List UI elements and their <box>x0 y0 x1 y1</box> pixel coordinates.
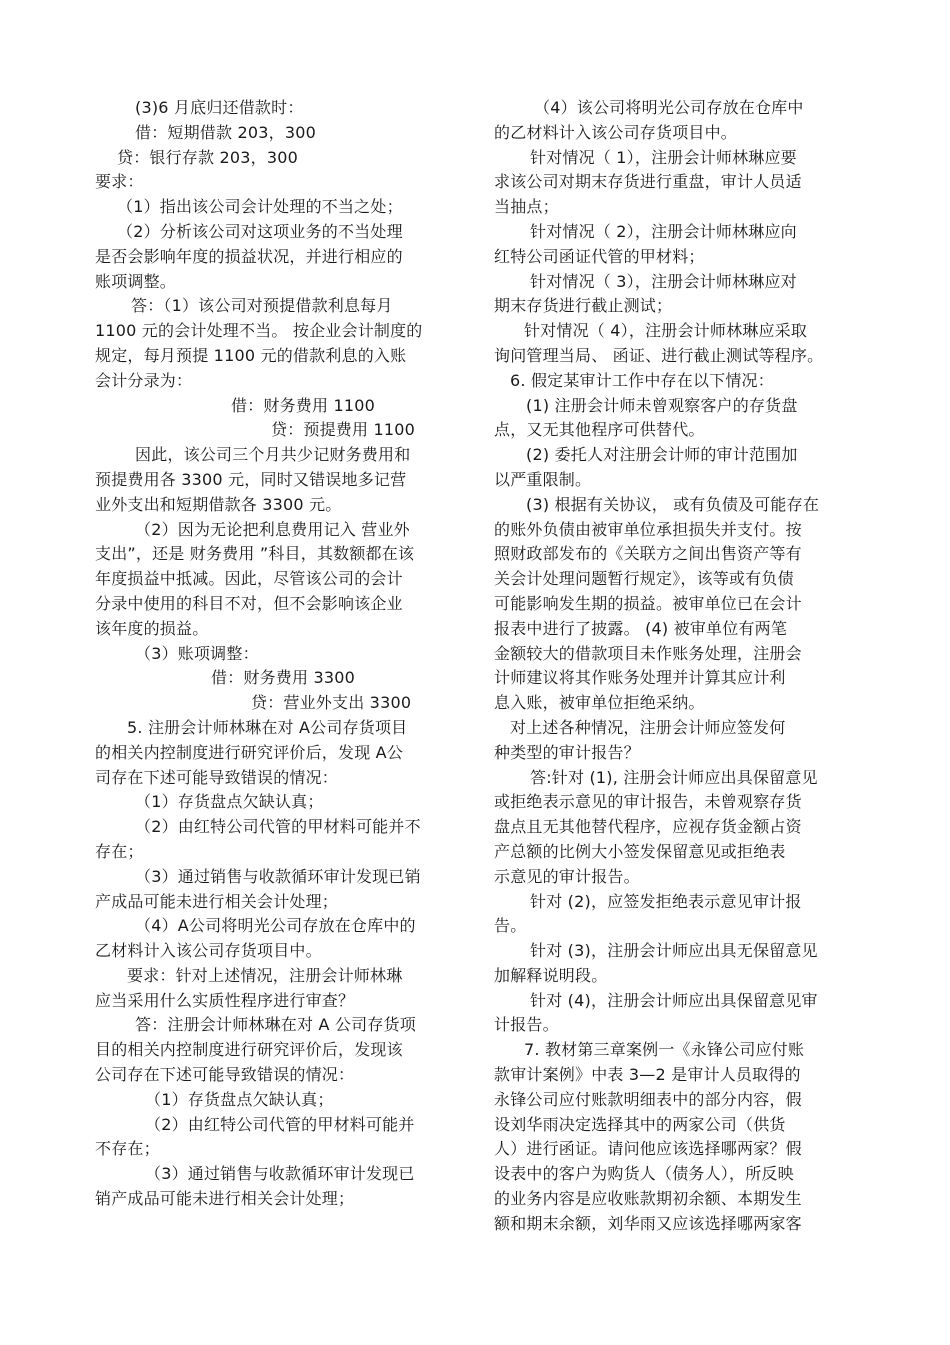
text-line: 加解释说明段。 <box>494 965 608 985</box>
text-line: 针对 (3)，注册会计师应出具无保留意见 <box>530 941 818 961</box>
text-line: 金额较大的借款项目未作账务处理，注册会 <box>494 643 802 663</box>
text-line: 永锋公司应付账款明细表中的部分内容，假 <box>494 1089 802 1109</box>
text-line: 针对 (4)，注册会计师应出具保留意见审 <box>530 990 818 1010</box>
text-line: 7. 教材第三章案例一《永锋公司应付账 <box>524 1040 805 1060</box>
text-line: （2）由红特公司代管的甲材料可能并 <box>145 1114 415 1134</box>
text-line: 告。 <box>494 916 527 936</box>
text-line: 示意见的审计报告。 <box>494 866 640 886</box>
text-line: 分录中使用的科目不对，但不会影响该企业 <box>95 593 403 613</box>
text-line: 计报告。 <box>494 1015 559 1035</box>
text-line: （1）存货盘点欠缺认真； <box>145 1089 334 1109</box>
text-line: 的账外负债由被审单位承担损失并支付。按 <box>494 519 802 539</box>
text-line: 是否会影响年度的损益状况，并进行相应的 <box>95 246 403 266</box>
text-line: 会计分录为： <box>95 370 193 390</box>
text-line: 针对情况（ 3），注册会计师林琳应对 <box>530 271 797 291</box>
text-line: 答：注册会计师林琳在对 A 公司存货项 <box>135 1015 416 1035</box>
text-line: 求该公司对期末存货进行重盘，审计人员适 <box>494 172 802 192</box>
text-line: 针对 (2)，应签发拒绝表示意见审计报 <box>530 891 802 911</box>
text-line: 或拒绝表示意见的审计报告，未曾观察存货 <box>494 792 802 812</box>
text-line: 询问管理当局、 函证、进行截止测试等程序。 <box>494 345 824 365</box>
text-line: 6. 假定某审计工作中存在以下情况： <box>510 370 774 390</box>
text-line: 的相关内控制度进行研究评价后，发现 A公 <box>95 742 404 762</box>
text-line: （4）该公司将明光公司存放在仓库中 <box>534 98 804 117</box>
text-line: 该年度的损益。 <box>95 618 209 638</box>
text-line: 1100 元的会计处理不当。 按企业会计制度的 <box>95 321 423 341</box>
text-line: 年度损益中抵减。因此，尽管该公司的会计 <box>95 569 403 589</box>
text-line: 贷：银行存款 203，300 <box>117 147 298 167</box>
text-line: 预提费用各 3300 元，同时又错误地多记营 <box>95 469 407 489</box>
text-line: 的业务内容是应收账款期初余额、本期发生 <box>494 1189 802 1209</box>
text-line: 可能影响发生期的损益。被审单位已在会计 <box>494 593 802 613</box>
text-line: 司存在下述可能导致错误的情况： <box>95 767 339 787</box>
text-line: 应当采用什么实质性程序进行审查？ <box>95 990 355 1010</box>
text-line: 计师建议将其作账务处理并计算其应计利 <box>494 668 786 688</box>
text-line: (3)6 月底归还借款时： <box>135 98 304 117</box>
text-line: 息入账，被审单位拒绝采纳。 <box>494 693 705 713</box>
text-line: 要求：针对上述情况，注册会计师林琳 <box>127 965 403 985</box>
text-line: 销产成品可能未进行相关会计处理； <box>95 1189 355 1209</box>
text-line: 贷：预提费用 1100 <box>271 420 416 440</box>
text-line: （2）因为无论把利息费用记入 营业外 <box>135 519 410 539</box>
text-line: （2）分析该公司对这项业务的不当处理 <box>117 221 403 241</box>
text-line: 针对情况（ 4），注册会计师林琳应采取 <box>524 321 808 341</box>
text-line: （3）账项调整： <box>135 643 259 663</box>
text-line: 种类型的审计报告？ <box>494 742 640 762</box>
text-line: 规定，每月预提 1100 元的借款利息的入账 <box>95 345 407 365</box>
text-line: 报表中进行了披露。 (4) 被审单位有两笔 <box>494 618 788 638</box>
text-line: （1）存货盘点欠缺认真； <box>135 792 324 812</box>
text-line: 当抽点； <box>494 197 559 217</box>
text-line: 不存在； <box>95 1139 160 1159</box>
text-line: 乙材料计入该公司存货项目中。 <box>95 941 322 961</box>
text-line: （3）通过销售与收款循环审计发现已 <box>145 1164 415 1184</box>
text-line: 针对情况（ 1），注册会计师林琳应要 <box>530 147 797 167</box>
text-line: 借：财务费用 3300 <box>211 668 356 688</box>
text-line: 贷：营业外支出 3300 <box>251 693 412 713</box>
text-line: 账项调整。 <box>95 271 177 291</box>
text-line: 产成品可能未进行相关会计处理； <box>95 891 339 911</box>
text-line: 5. 注册会计师林琳在对 A公司存货项目 <box>127 717 408 737</box>
text-line: (2) 委托人对注册会计师的审计范围加 <box>526 445 798 465</box>
right-column <box>494 96 860 1237</box>
text-line: 答:针对 (1), 注册会计师应出具保留意见 <box>530 767 818 787</box>
text-line: 针对情况（ 2），注册会计师林琳应向 <box>530 221 797 241</box>
text-line: 人）进行函证。请问他应该选择哪两家？假 <box>494 1139 802 1159</box>
text-line: 设表中的客户为购货人（债务人），所反映 <box>494 1164 794 1184</box>
text-line: 要求： <box>95 172 144 192</box>
text-line: 因此，该公司三个月共少记财务费用和 <box>135 445 411 465</box>
text-line: 产总额的比例大小签发保留意见或拒绝表 <box>494 841 786 861</box>
text-line: 盘点且无其他替代程序，应视存货金额占资 <box>494 817 802 837</box>
text-line: （2）由红特公司代管的甲材料可能并不 <box>135 817 421 837</box>
text-line: 公司存在下述可能导致错误的情况： <box>95 1065 355 1085</box>
text-line: 红特公司函证代管的甲材料； <box>494 246 705 266</box>
text-line: 答：（1）该公司对预提借款利息每月 <box>131 296 393 316</box>
text-line: （3）通过销售与收款循环审计发现已销 <box>135 866 421 886</box>
text-line: 款审计案例》中表 3—2 是审计人员取得的 <box>494 1065 801 1085</box>
text-line: 期末存货进行截止测试； <box>494 296 673 316</box>
text-line: 借：财务费用 1100 <box>231 395 376 415</box>
text-line: 点，又无其他程序可供替代。 <box>494 420 705 440</box>
text-line: 关会计处理问题暂行规定》，该等或有负债 <box>494 569 794 589</box>
text-line: 的乙材料计入该公司存货项目中。 <box>494 122 738 142</box>
text-line: 目的相关内控制度进行研究评价后，发现该 <box>95 1040 403 1060</box>
text-line: (1) 注册会计师未曾观察客户的存货盘 <box>526 395 798 415</box>
text-line: 设刘华雨决定选择其中的两家公司（供货 <box>494 1114 786 1134</box>
text-line: （1）指出该公司会计处理的不当之处； <box>117 197 403 217</box>
text-line: 借：短期借款 203，300 <box>135 122 316 142</box>
text-line: 以严重限制。 <box>494 469 592 489</box>
text-line: 对上述各种情况，注册会计师应签发何 <box>510 717 786 737</box>
text-line: 支出”，还是 财务费用 ”科目，其数额都在该 <box>95 544 415 564</box>
text-line: 额和期末余额，刘华雨又应该选择哪两家客 <box>494 1213 802 1233</box>
left-column <box>95 96 463 1212</box>
text-line: （4）A公司将明光公司存放在仓库中的 <box>135 916 416 936</box>
text-line: 照财政部发布的《关联方之间出售资产等有 <box>494 544 802 564</box>
text-line: 存在； <box>95 841 144 861</box>
text-line: 业外支出和短期借款各 3300 元。 <box>95 494 342 514</box>
text-line: (3) 根据有关协议， 或有负债及可能存在 <box>526 494 820 514</box>
